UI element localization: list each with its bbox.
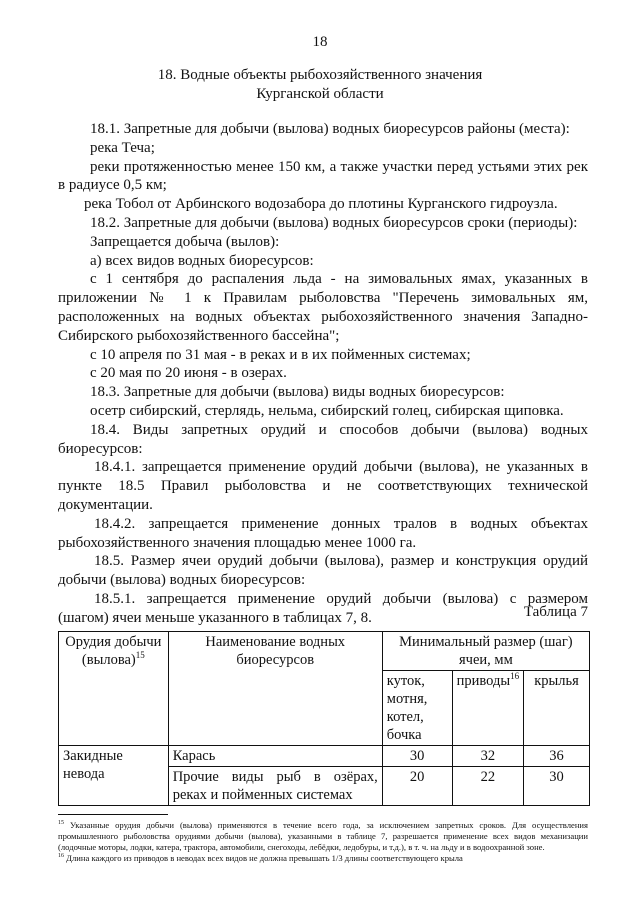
cell-privody: 32 (452, 746, 523, 767)
page-number: 18 (312, 34, 328, 50)
footnote-ref-15: 15 (135, 650, 145, 661)
header-privody-label: приводы (456, 673, 511, 689)
section-heading (0, 66, 640, 104)
paragraph-18-5-1: 18.5.1. запрещается применение орудий добычи (вылова) с размером (шагом) ячеи меньше указанного в таблицах 7, 8. (58, 590, 588, 626)
footnote-16 (58, 853, 588, 864)
document-body (58, 120, 588, 628)
header-gear (59, 632, 169, 746)
table-row (59, 746, 590, 767)
header-min-size: Минимальный размер (шаг) ячеи, мм (382, 632, 589, 671)
footnote-text: Длина каждого из приводов в неводах всех видов не должна превышать 1/3 длины соответствующего крыла (66, 853, 463, 863)
table-caption: Таблица 7 (523, 604, 588, 620)
header-privody (452, 671, 523, 746)
paragraph-18-4-1: 18.4.1. запрещается применение орудий добычи (вылова), не указанных в пункте 18.5 Правил рыболовства и не соответствующих технической документации. (58, 459, 588, 513)
cell-krylya: 36 (524, 746, 590, 767)
heading-line-1: 18. Водные объекты рыбохозяйственного значения (157, 67, 483, 83)
paragraph-techa: река Теча; (90, 139, 155, 156)
mesh-size-table (58, 631, 590, 806)
header-gear-label: Орудия добычи (вылова) (65, 634, 162, 668)
footnote-number: 16 (58, 853, 64, 860)
paragraph-rivers: реки протяженностью менее 150 км, а также участки перед устьями этих рек в радиусе 0,5 км; (58, 158, 588, 194)
footnote-ref-16: 16 (510, 671, 520, 682)
paragraph-18-5: 18.5. Размер ячеи орудий добычи (вылова), размер и конструкция орудий добычи (вылова) водных биоресурсов: (58, 553, 588, 589)
paragraph-a: а) всех видов водных биоресурсов: (90, 252, 314, 269)
paragraph-tobol: река Тобол от Арбинского водозабора до плотины Курганского гидроузла. (84, 196, 558, 213)
header-resources: Наименование водных биоресурсов (168, 632, 382, 746)
cell-kutok: 20 (382, 767, 452, 806)
paragraph-18-1: 18.1. Запретные для добычи (вылова) водных биоресурсов районы (места): (90, 121, 570, 137)
footnote-separator (58, 814, 168, 815)
cell-kutok: 30 (382, 746, 452, 767)
header-kutok: куток, мотня, котел, бочка (382, 671, 452, 746)
paragraph-may: с 20 мая по 20 июня - в озерах. (90, 365, 287, 382)
footnote-number: 15 (58, 820, 64, 827)
footnote-15 (58, 820, 588, 853)
paragraph-sept: с 1 сентября до распаления льда - на зимовальных ямах, указанных в приложении № 1 к Правилам рыболовства "Перечень зимовальных ям, расположенных на водных объектах рыбохозяйственного значения Западно-Сибирского рыбохозяйственного бассейна"; (58, 271, 588, 344)
paragraph-18-4-2: 18.4.2. запрещается применение донных тралов в водных объектах рыбохозяйственного значения площадью менее 1000 га. (58, 515, 588, 551)
cell-krylya: 30 (524, 767, 590, 806)
paragraph-18-3: 18.3. Запретные для добычи (вылова) виды водных биоресурсов: (90, 384, 505, 401)
heading-line-2: Курганской области (256, 86, 384, 102)
paragraph-april: с 10 апреля по 31 мая - в реках и в их пойменных системах; (90, 346, 471, 363)
cell-resource: Прочие виды рыб в озёрах, реках и пойменных системах (168, 767, 382, 806)
header-krylya: крылья (524, 671, 590, 746)
paragraph-18-4: 18.4. Виды запретных орудий и способов добычи (вылова) водных биоресурсов: (58, 421, 588, 457)
paragraph-ban: Запрещается добыча (вылов): (90, 233, 280, 250)
paragraph-species: осетр сибирский, стерлядь, нельма, сибирский голец, сибирская щиповка. (90, 402, 564, 419)
cell-resource: Карась (168, 746, 382, 767)
table-header-row (59, 632, 590, 671)
cell-privody: 22 (452, 767, 523, 806)
footnotes (58, 820, 588, 864)
footnote-text: Указанные орудия добычи (вылова) применяются в течение всего года, за исключением запретных сроков. Для осуществления промышленного рыболовства орудиями добычи (вылова), указанными в таблице 7, разрешается применение всех видов механизации (лодочные моторы, лодки, катера, трактора, автомобили, снегоходы, лебёдки, ледобуры, и т.д.), в т. ч. на льду и в водоохранной зоне. (58, 820, 588, 852)
paragraph-18-2: 18.2. Запретные для добычи (вылова) водных биоресурсов сроки (периоды): (90, 214, 578, 231)
cell-gear-name: Закидные невода (59, 746, 169, 806)
